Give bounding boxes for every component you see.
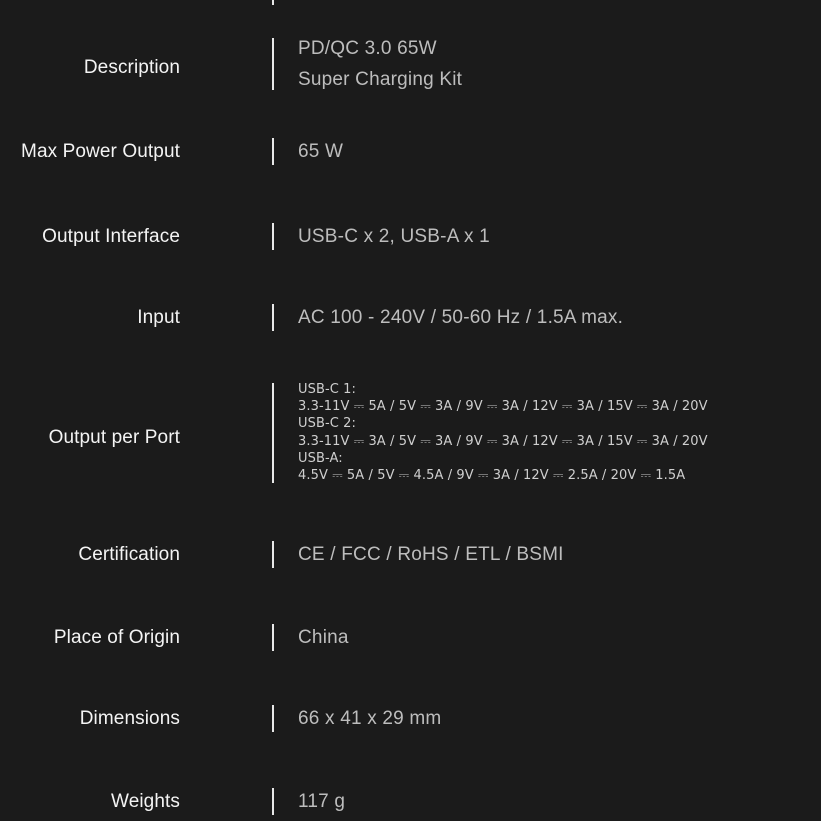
divider xyxy=(272,788,274,815)
spec-label: Output per Port xyxy=(48,427,180,448)
port-heading-usb-a: USB-A: xyxy=(298,450,343,466)
spec-value: China xyxy=(298,627,349,648)
spec-label: Output Interface xyxy=(42,226,180,247)
spec-label: Dimensions xyxy=(79,708,180,729)
spec-value: 117 g xyxy=(298,791,346,812)
spec-label: Input xyxy=(137,307,180,328)
spec-value: USB-C x 2, USB-A x 1 xyxy=(298,226,490,247)
spec-label: Weights xyxy=(111,791,180,812)
divider xyxy=(272,383,274,483)
spec-label: Max Power Output xyxy=(21,141,180,162)
spec-label: Certification xyxy=(78,544,180,565)
spec-label: Place of Origin xyxy=(53,627,180,648)
spec-label: Description xyxy=(83,57,180,78)
port-heading-usb-c-2: USB-C 2: xyxy=(298,416,357,432)
port-heading-usb-c-1: USB-C 1: xyxy=(298,382,357,397)
divider xyxy=(272,304,274,331)
divider xyxy=(272,38,274,90)
spec-value-line: PD/QC 3.0 65W xyxy=(298,38,437,59)
divider xyxy=(272,0,274,5)
spec-value xyxy=(298,33,462,95)
divider xyxy=(272,541,274,568)
divider xyxy=(272,624,274,651)
divider xyxy=(272,705,274,732)
divider xyxy=(272,138,274,165)
spec-value-line: Super Charging Kit xyxy=(298,69,463,90)
port-values-usb-a: 4.5V ⎓ 5A / 5V ⎓ 4.5A / 9V ⎓ 3A / 12V ⎓ 2.5A / 20V ⎓ 1.5A xyxy=(298,468,686,484)
divider xyxy=(272,223,274,250)
spec-value: 65 W xyxy=(298,141,344,162)
spec-value: CE / FCC / RoHS / ETL / BSMI xyxy=(298,544,564,565)
spec-value: 66 x 41 x 29 mm xyxy=(298,708,442,729)
port-values-usb-c-1: 3.3-11V ⎓ 5A / 5V ⎓ 3A / 9V ⎓ 3A / 12V ⎓ 3A / 15V ⎓ 3A / 20V xyxy=(298,399,708,415)
spec-value: AC 100 - 240V / 50-60 Hz / 1.5A max. xyxy=(298,307,624,328)
port-values-usb-c-2: 3.3-11V ⎓ 3A / 5V ⎓ 3A / 9V ⎓ 3A / 12V ⎓ 3A / 15V ⎓ 3A / 20V xyxy=(298,433,708,449)
port-output-list xyxy=(298,381,708,484)
